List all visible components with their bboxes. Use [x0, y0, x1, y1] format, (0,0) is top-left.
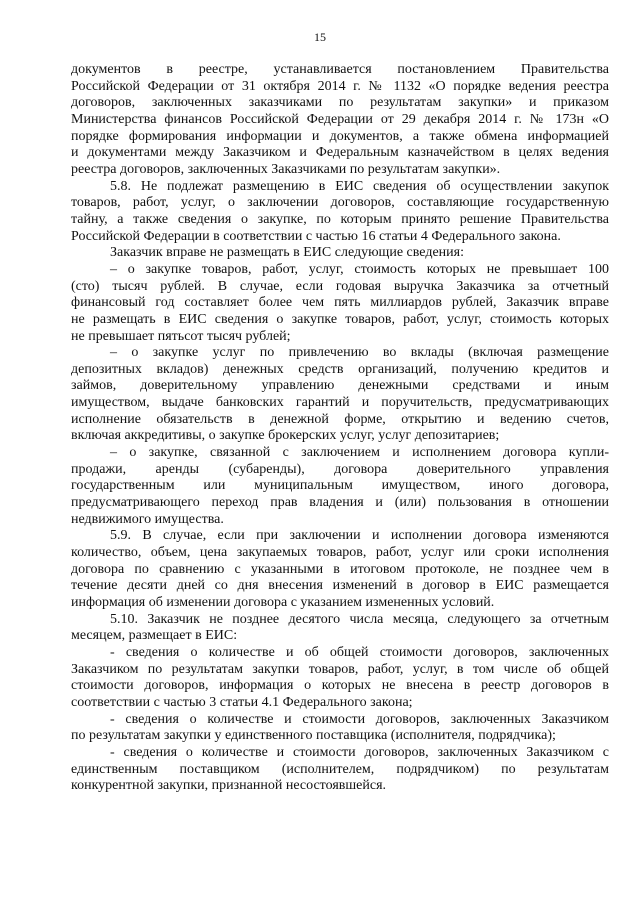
- text-line: депозитных вкладов) денежных средств организаций, получению кредитов и: [71, 361, 609, 377]
- text-line: 5.10. Заказчик не позднее десятого числа месяца, следующего за отчетным: [110, 611, 609, 627]
- text-line: стоимости договоров, информация о которых не внесена в реестр договоров в: [71, 678, 609, 694]
- text-line: по результатам закупки у единственного поставщика (исполнителя, подрядчика);: [71, 728, 556, 744]
- text-line: финансовый год составляет более чем пять миллиардов рублей, Заказчик вправе: [71, 295, 609, 311]
- text-line: соответствии с частью 3 статьи 4.1 Федерального закона;: [71, 694, 413, 710]
- text-line: имуществом, выдаче банковских гарантий и поручительств, предусматривающих: [71, 395, 609, 411]
- text-line: информация об изменении договора с указанием измененных условий.: [71, 595, 495, 610]
- text-line: - сведения о количестве и стоимости договоров, заключенных Заказчиком с: [110, 744, 609, 760]
- text-line: предусматривающего переход прав владения и (или) пользования в отношении: [71, 495, 609, 511]
- text-line: реестра договоров, заключенных Заказчиками по результатам закупки».: [71, 161, 501, 177]
- text-line: – о закупке товаров, работ, услуг, стоимость которых не превышает 100: [110, 261, 609, 277]
- text-line: недвижимого имущества.: [71, 511, 224, 527]
- text-line: - сведения о количестве и стоимости договоров, заключенных Заказчиком: [110, 711, 609, 727]
- text-line: тайну, а также сведения о закупке, по которым принято решение Правительства: [71, 211, 609, 227]
- text-line: порядке формирования информации и документов, а также обмена информацией: [71, 128, 609, 144]
- text-line: товаров, работ, услуг, о заключении договоров, составляющие государственную: [71, 195, 609, 211]
- text-line: (сто) тысяч рублей. В случае, если годовая выручка Заказчика за отчетный: [71, 278, 609, 294]
- text-line: договоров, заключенных заказчиками по результатам закупки» и приказом: [71, 95, 609, 111]
- text-line: 5.9. В случае, если при заключении и исполнении договора изменяются: [110, 528, 609, 544]
- text-line: государственным или муниципальным имуществом, иного договора,: [71, 478, 609, 494]
- text-line: количество, объем, цена закупаемых товаров, работ, услуг или сроки исполнения: [71, 545, 609, 561]
- text-line: - сведения о количестве и об общей стоимости договоров, заключенных: [110, 644, 609, 660]
- text-line: включая аккредитивы, о закупке брокерских услуг, услуг депозитариев;: [71, 428, 500, 444]
- text-line: не размещать в ЕИС сведения о закупке товаров, работ, услуг, стоимость которых: [71, 311, 609, 327]
- text-line: Российской Федерации от 31 октября 2014 г. № 1132 «О порядке ведения реестра: [71, 78, 609, 94]
- text-line: Российской Федерации в соответствии с частью 16 статьи 4 Федерального закона.: [71, 228, 561, 244]
- text-line: договора по сравнению с указанными в итоговом протоколе, не позднее чем в: [71, 561, 609, 577]
- text-line: Заказчик вправе не размещать в ЕИС следующие сведения:: [110, 245, 464, 261]
- page-number: 15: [314, 30, 326, 44]
- text-line: не превышает пятьсот тысяч рублей;: [71, 328, 291, 344]
- text-line: – о закупке услуг по привлечению во вклады (включая размещение: [110, 345, 609, 361]
- text-line: 5.8. Не подлежат размещению в ЕИС сведения об осуществлении закупок: [110, 178, 609, 194]
- text-line: Заказчиком по результатам закупки товаров, работ, услуг, в том числе об общей: [71, 661, 609, 677]
- text-line: документов в реестре, устанавливается постановлением Правительства: [71, 62, 609, 77]
- text-line: и документами между Заказчиком и Федеральным казначейством в целях ведения: [71, 145, 609, 161]
- text-line: месяцем, размещает в ЕИС:: [71, 628, 238, 644]
- text-line: конкурентной закупки, признанной несостоявшейся.: [71, 778, 387, 794]
- text-line: единственным поставщиком (исполнителем, подрядчиком) по результатам: [71, 761, 609, 777]
- document-body: [71, 62, 609, 795]
- text-line: займов, доверительному управлению денежными средствами и иным: [71, 378, 609, 394]
- text-line: течение десяти дней со дня внесения изменений в договор в ЕИС размещается: [71, 578, 609, 594]
- text-line: – о закупке, связанной с заключением и исполнением договора купли-: [110, 445, 609, 461]
- text-line: исполнение обязательств в денежной форме, открытию и ведению счетов,: [71, 411, 609, 427]
- text-line: продажи, аренды (субаренды), договора доверительного управления: [71, 461, 609, 477]
- text-line: Министерства финансов Российской Федерации от 29 декабря 2014 г. № 173н «О: [71, 111, 609, 127]
